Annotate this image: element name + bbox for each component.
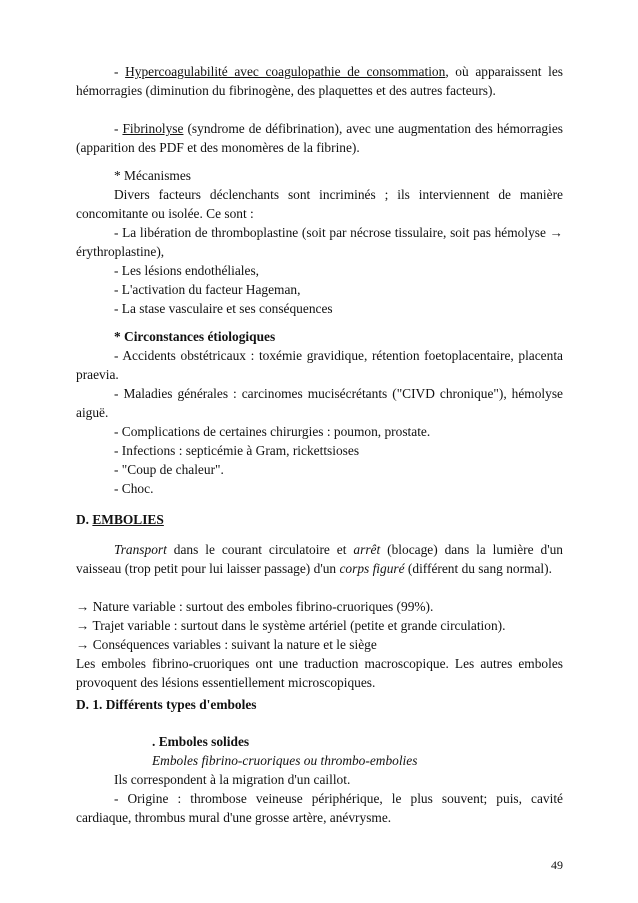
paragraph-embolie-summary: Les emboles fibrino-cruoriques ont une traduction macroscopique. Les autres emboles provoquent des lésions essentiellement microscopiques. <box>76 656 563 690</box>
paragraph-hypercoagulabilite <box>76 62 563 100</box>
paragraph-text: (blocage) dans la lumière d'un vaisseau (trop petit pour lui laisser passage) d'un <box>76 542 563 576</box>
paragraph-text: , où apparaissent les hémorragies (diminution du fibrinogène, des plaquettes et des autres facteurs). <box>76 64 563 98</box>
list-item: - Accidents obstétricaux : toxémie gravidique, rétention foetoplacentaire, placenta praevia. <box>76 348 563 382</box>
term-arret: arrêt <box>353 542 381 557</box>
arrow-item: → Trajet variable : surtout dans le système artériel (petite et grande circulation). <box>76 618 506 633</box>
list-item: - Infections : septicémie à Gram, rickettsioses <box>114 443 360 458</box>
heading-word: EMBOLIES <box>92 512 164 527</box>
paragraph-text: (différent du sang normal). <box>404 561 552 576</box>
list-item: - L'activation du facteur Hageman, <box>114 282 301 297</box>
paragraph-text: dans le courant circulatoire et <box>166 542 354 557</box>
list-item: - "Coup de chaleur". <box>114 462 224 477</box>
term-hypercoagulabilite: Hypercoagulabilité avec coagulopathie de consommation <box>125 64 446 79</box>
term-fibrinolyse: Fibrinolyse <box>122 121 184 136</box>
heading-types-emboles: D. 1. Différents types d'emboles <box>76 697 257 712</box>
heading-mecanismes: * Mécanismes <box>114 168 191 183</box>
term-corps-figure: corps figuré <box>339 561 405 576</box>
dash: - <box>114 121 123 136</box>
subheading-emboles-solides: . Emboles solides <box>152 734 250 749</box>
paragraph-mecanismes-intro: Divers facteurs déclenchants sont incriminés ; ils interviennent de manière concomitante ou isolée. Ce sont : <box>76 187 563 221</box>
list-item: - La stase vasculaire et ses conséquences <box>114 301 333 316</box>
paragraph-embolie-definition <box>76 540 563 578</box>
list-item: - Les lésions endothéliales, <box>114 263 260 278</box>
heading-circonstances: * Circonstances étiologiques <box>114 329 276 344</box>
list-item: - Maladies générales : carcinomes mucisécrétants ("CIVD chronique"), hémolyse aiguë. <box>76 386 563 420</box>
paragraph-origine: - Origine : thrombose veineuse périphérique, le plus souvent; puis, cavité cardiaque, thrombus mural d'une grosse artère, anévrysme. <box>76 791 563 825</box>
list-item: - Choc. <box>114 481 154 496</box>
list-item: - La libération de thromboplastine (soit par nécrose tissulaire, soit pas hémolyse → érythroplastine), <box>76 225 563 259</box>
arrow-item: → Nature variable : surtout des emboles fibrino-cruoriques (99%). <box>76 599 434 614</box>
paragraph-text: (syndrome de défibrination), avec une augmentation des hémorragies (apparition des PDF et des monomères de la fibrine). <box>76 121 564 155</box>
page-number: 49 <box>551 858 563 872</box>
subheading-fibrino-cruoriques: Emboles fibrino-cruoriques ou thrombo-embolies <box>152 753 418 768</box>
dash: - <box>114 64 126 79</box>
term-transport: Transport <box>114 542 167 557</box>
list-item: - Complications de certaines chirurgies : poumon, prostate. <box>114 424 431 439</box>
heading-prefix: D. <box>76 512 93 527</box>
paragraph-caillot: Ils correspondent à la migration d'un caillot. <box>114 772 351 787</box>
arrow-item: → Conséquences variables : suivant la nature et le siège <box>76 637 377 652</box>
heading-embolies <box>76 510 563 529</box>
paragraph-fibrinolyse <box>76 119 563 157</box>
